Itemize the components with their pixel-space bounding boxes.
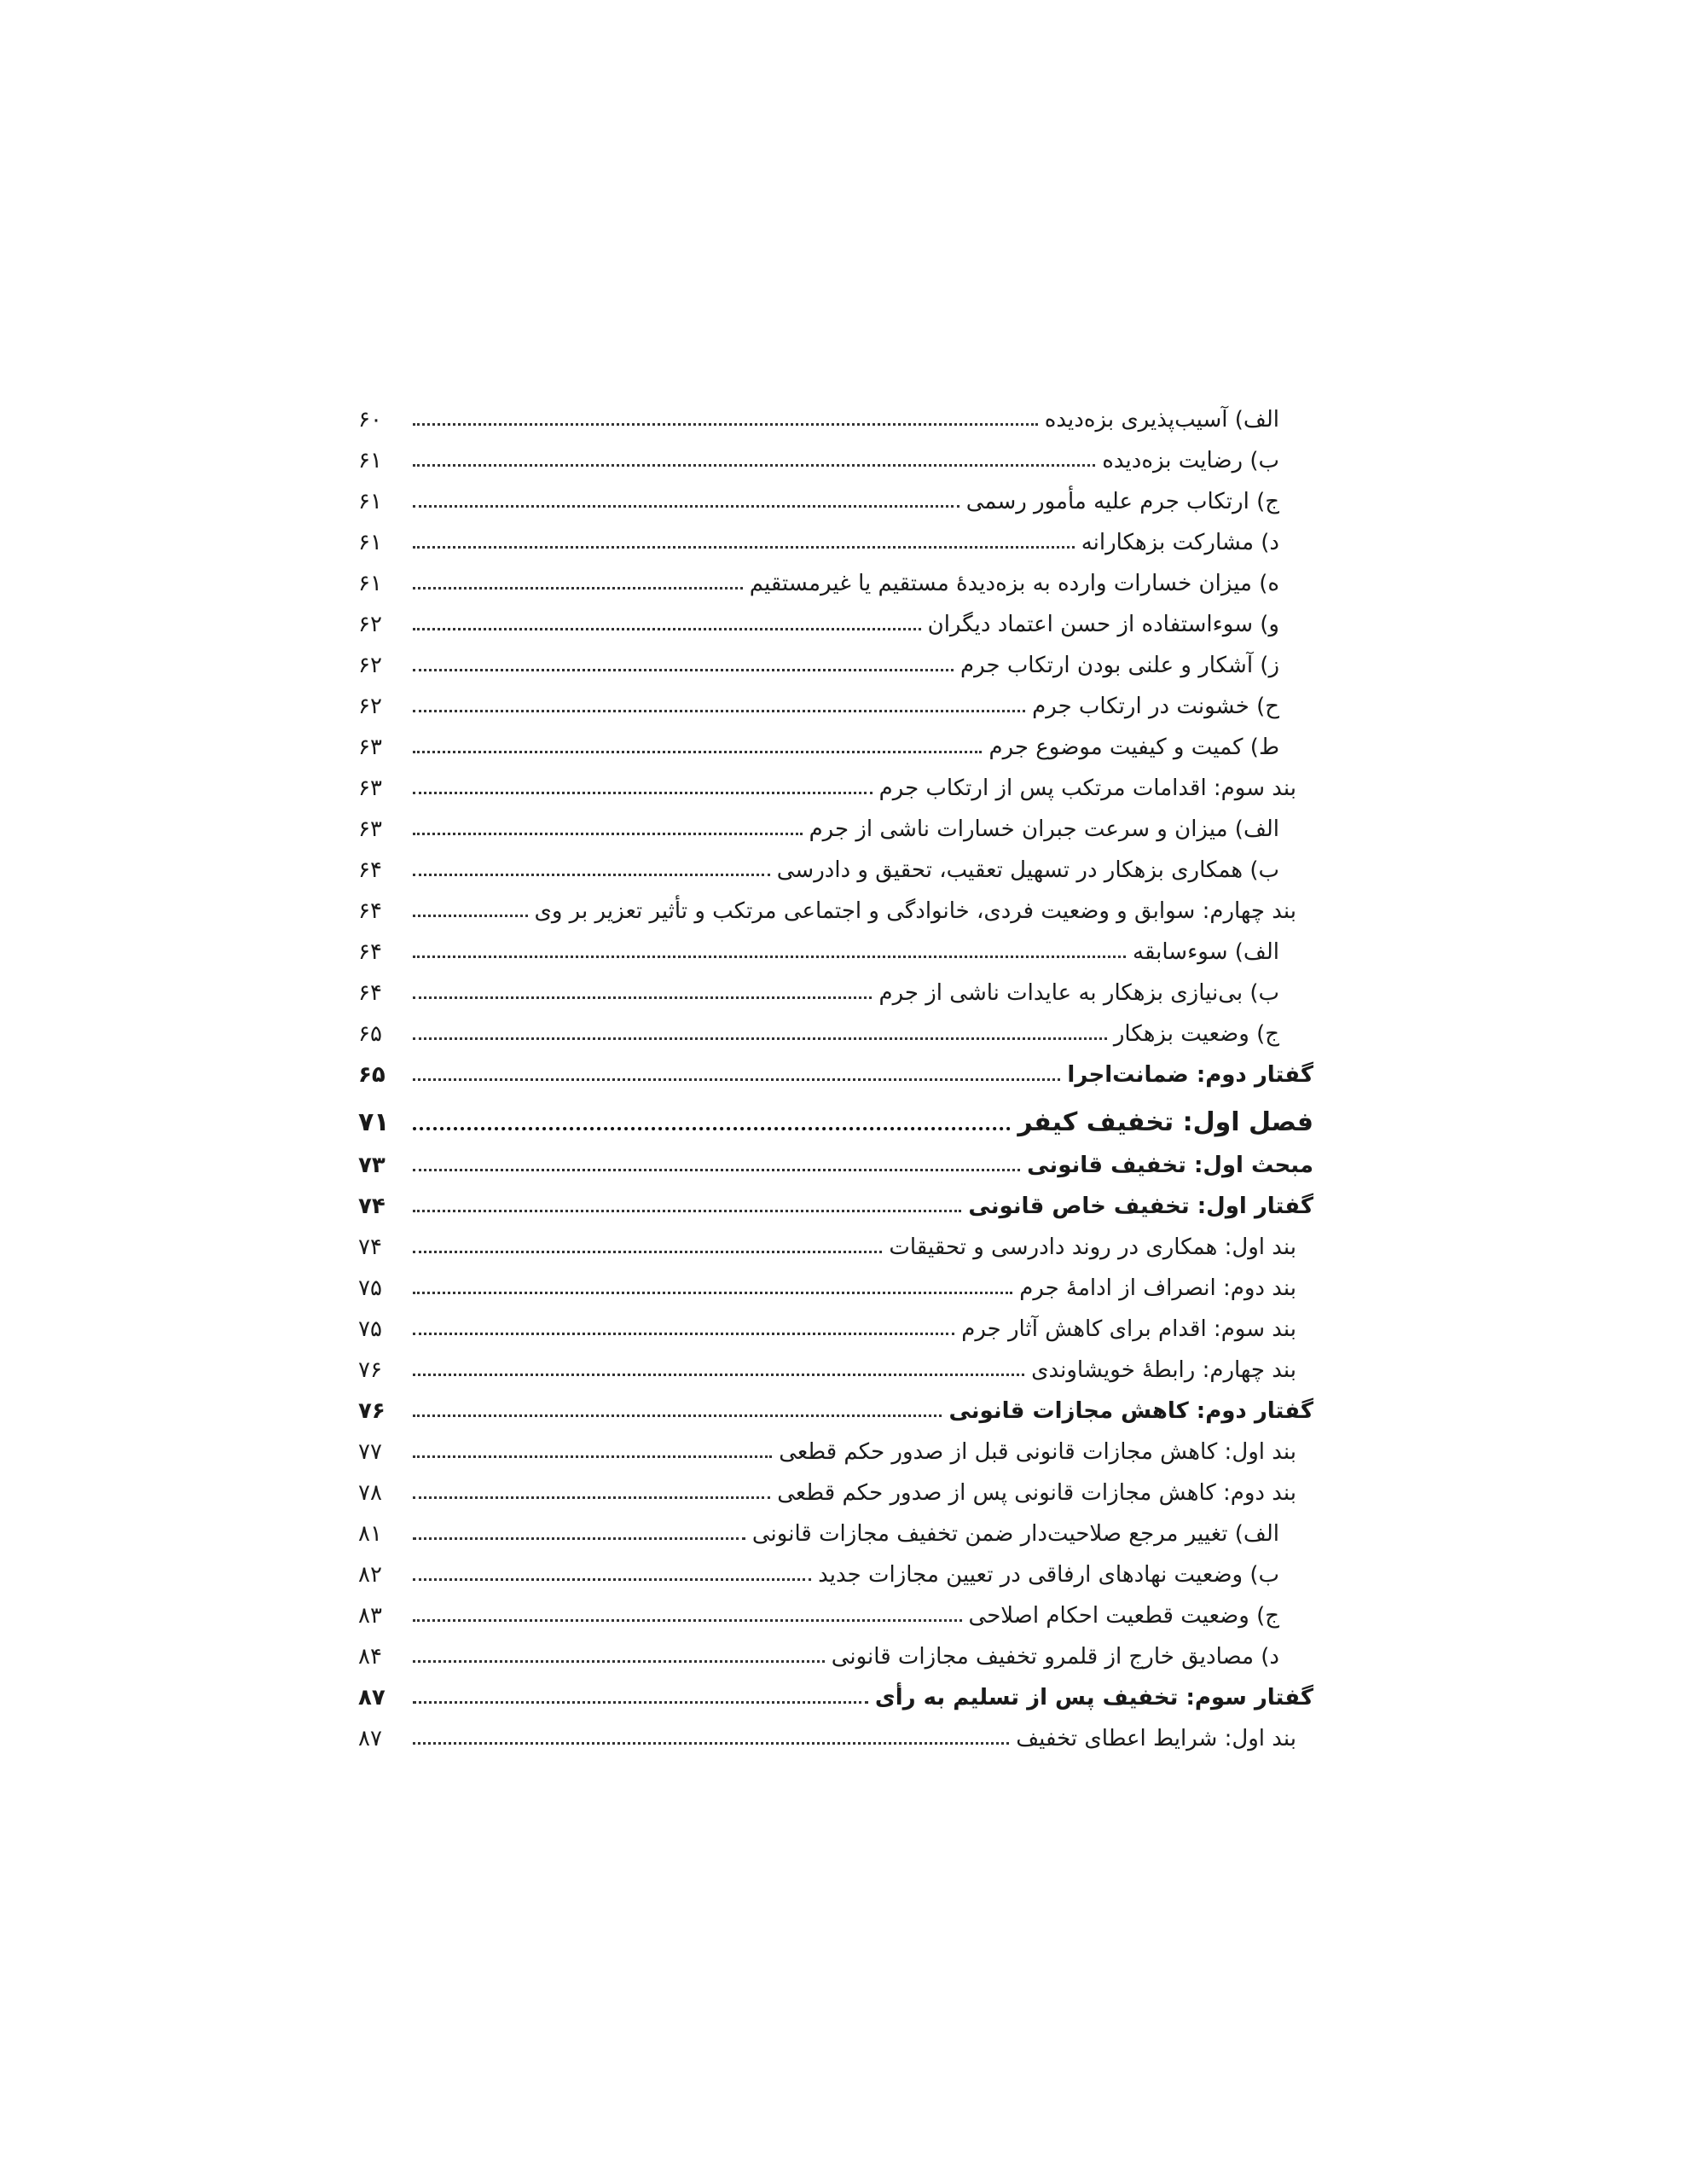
toc-entry (358, 720, 1313, 761)
toc-entry (358, 1343, 1313, 1384)
dot-leader (413, 792, 872, 794)
toc-entry (358, 1548, 1313, 1589)
toc-entry-title: ج) ارتکاب جرم علیه مأمور رسمی (965, 488, 1279, 514)
toc-entry (358, 1138, 1313, 1179)
toc-entry-page-number: ۶۱ (358, 488, 382, 514)
toc-entry (358, 515, 1313, 556)
toc-entry (358, 1629, 1313, 1670)
toc-entry-page-number: ۷۸ (358, 1479, 382, 1506)
toc-entry-page-number: ۶۴ (358, 897, 382, 924)
dot-leader (413, 464, 1095, 467)
toc-entry-title: ب) بی‌نیازی بزهکار به عایدات ناشی از جرم (878, 979, 1279, 1006)
toc-entry-title: ح) خشونت در ارتکاب جرم (1032, 693, 1279, 719)
table-of-contents (358, 392, 1313, 1752)
toc-entry (358, 925, 1313, 966)
toc-entry (358, 761, 1313, 802)
toc-entry-title: گفتار دوم: ضمانت‌اجرا (1067, 1061, 1313, 1088)
toc-entry (358, 638, 1313, 679)
toc-entry (358, 1302, 1313, 1343)
toc-entry (358, 1220, 1313, 1261)
toc-entry-page-number: ۸۳ (358, 1602, 382, 1629)
toc-entry-title: الف) سوءسابقه (1133, 938, 1279, 965)
dot-leader (413, 587, 743, 590)
toc-entry-page-number: ۸۴ (358, 1643, 382, 1670)
toc-entry-page-number: ۸۱ (358, 1520, 382, 1547)
dot-leader (413, 1333, 954, 1335)
toc-entry-page-number: ۶۵ (358, 1020, 382, 1047)
dot-leader (413, 505, 959, 508)
toc-entry (358, 1425, 1313, 1466)
toc-entry-page-number: ۶۳ (358, 775, 382, 801)
toc-entry-title: بند چهارم: رابطهٔ خویشاوندی (1031, 1356, 1296, 1383)
toc-entry-page-number: ۶۴ (358, 938, 382, 965)
toc-entry (358, 1670, 1313, 1711)
dot-leader (413, 1169, 1020, 1171)
toc-entry (358, 802, 1313, 843)
dot-leader (413, 996, 872, 999)
toc-entry (358, 843, 1313, 884)
toc-entry (358, 1711, 1313, 1752)
toc-entry-page-number: ۶۳ (358, 816, 382, 842)
toc-entry-title: بند سوم: اقدام برای کاهش آثار جرم (961, 1316, 1296, 1342)
toc-entry (358, 1466, 1313, 1507)
toc-entry-page-number: ۷۴ (358, 1193, 386, 1219)
toc-entry (358, 1384, 1313, 1425)
dot-leader (413, 1660, 825, 1663)
dot-leader (413, 956, 1126, 958)
toc-entry-page-number: ۷۵ (358, 1316, 382, 1342)
toc-entry-title: مبحث اول: تخفیف قانونی (1027, 1152, 1313, 1178)
dot-leader (413, 669, 954, 671)
toc-entry (358, 1048, 1313, 1089)
dot-leader (413, 546, 1075, 549)
dot-leader (413, 1251, 882, 1253)
toc-entry-title: ج) وضعیت قطعیت احکام اصلاحی (968, 1602, 1279, 1629)
toc-entry-title: بند اول: شرایط اعطای تخفیف (1016, 1725, 1296, 1751)
toc-entry-title: فصل اول: تخفیف کیفر (1017, 1107, 1313, 1137)
toc-entry-page-number: ۶۲ (358, 611, 382, 637)
toc-entry (358, 1589, 1313, 1629)
toc-entry (358, 1007, 1313, 1048)
toc-entry-title: الف) آسیب‌پذیری بزه‌دیده (1044, 406, 1279, 433)
toc-entry-title: د) مشارکت بزهکارانه (1081, 529, 1279, 555)
toc-entry-title: الف) میزان و سرعت جبران خسارات ناشی از جرم (809, 816, 1279, 842)
dot-leader (413, 1619, 962, 1622)
toc-entry (358, 597, 1313, 638)
toc-entry-title: بند سوم: اقدامات مرتکب پس از ارتکاب جرم (878, 775, 1296, 801)
toc-entry-title: بند دوم: کاهش مجازات قانونی پس از صدور حکم قطعی (777, 1479, 1296, 1506)
toc-entry-page-number: ۸۲ (358, 1561, 382, 1588)
toc-entry-page-number: ۶۰ (358, 406, 382, 433)
dot-leader (413, 915, 528, 917)
toc-entry-title: بند چهارم: سوابق و وضعیت فردی، خانوادگی و اجتماعی مرتکب و تأثیر تعزیر بر وی (534, 897, 1296, 924)
dot-leader (413, 1292, 1012, 1294)
dot-leader (413, 833, 803, 835)
toc-entry-title: و) سوءاستفاده از حسن اعتماد دیگران (927, 611, 1279, 637)
toc-entry-title: ط) کمیت و کیفیت موضوع جرم (988, 734, 1279, 760)
toc-entry-page-number: ۶۲ (358, 693, 382, 719)
toc-entry-page-number: ۷۱ (358, 1107, 390, 1137)
toc-chapter-heading (358, 1089, 1313, 1138)
dot-leader (413, 1701, 868, 1704)
toc-entry (358, 966, 1313, 1007)
toc-entry-title: گفتار دوم: کاهش مجازات قانونی (948, 1397, 1313, 1424)
toc-entry-page-number: ۶۱ (358, 570, 382, 596)
toc-entry-title: بند دوم: انصراف از ادامهٔ جرم (1019, 1275, 1296, 1301)
toc-entry (358, 679, 1313, 720)
toc-entry-title: ب) وضعیت نهادهای ارفاقی در تعیین مجازات جدید (818, 1561, 1279, 1588)
toc-entry (358, 433, 1313, 474)
toc-entry-title: گفتار اول: تخفیف خاص قانونی (968, 1193, 1313, 1219)
dot-leader (413, 1210, 961, 1212)
dot-leader (413, 1374, 1024, 1376)
toc-entry (358, 1507, 1313, 1548)
dot-leader (413, 1496, 770, 1499)
toc-entry-page-number: ۷۶ (358, 1356, 382, 1383)
toc-entry (358, 1261, 1313, 1302)
toc-entry-title: د) مصادیق خارج از قلمرو تخفیف مجازات قانونی (831, 1643, 1279, 1670)
toc-entry-page-number: ۷۷ (358, 1438, 382, 1465)
dot-leader (413, 1578, 811, 1581)
dot-leader (413, 751, 982, 753)
dot-leader (413, 423, 1038, 426)
toc-entry-page-number: ۷۶ (358, 1397, 386, 1424)
toc-entry-title: ب) رضایت بزه‌دیده (1102, 447, 1279, 473)
dot-leader (413, 1414, 942, 1417)
toc-entry-page-number: ۸۷ (358, 1684, 386, 1711)
toc-entry (358, 1179, 1313, 1220)
toc-entry-page-number: ۷۵ (358, 1275, 382, 1301)
toc-entry-title: بند اول: کاهش مجازات قانونی قبل از صدور حکم قطعی (779, 1438, 1296, 1465)
toc-entry-page-number: ۶۱ (358, 447, 382, 473)
toc-entry-page-number: ۸۷ (358, 1725, 382, 1751)
toc-entry-page-number: ۷۳ (358, 1152, 386, 1178)
dot-leader (413, 1742, 1009, 1745)
dot-leader (413, 628, 921, 630)
dot-leader (413, 1455, 772, 1458)
dot-leader (413, 1127, 1011, 1130)
toc-entry-page-number: ۶۱ (358, 529, 382, 555)
toc-entry-title: ز) آشکار و علنی بودن ارتکاب جرم (960, 652, 1279, 678)
dot-leader (413, 874, 770, 876)
toc-entry (358, 474, 1313, 515)
dot-leader (413, 710, 1025, 712)
toc-entry-page-number: ۶۴ (358, 979, 382, 1006)
toc-entry-page-number: ۶۵ (358, 1061, 386, 1088)
toc-entry-title: ه) میزان خسارات وارده به بزه‌دیدهٔ مستقیم یا غیرمستقیم (749, 570, 1279, 596)
toc-entry-title: ج) وضعیت بزهکار (1113, 1020, 1279, 1047)
toc-entry (358, 392, 1313, 433)
toc-entry-page-number: ۶۴ (358, 857, 382, 883)
toc-entry-title: الف) تغییر مرجع صلاحیت‌دار ضمن تخفیف مجازات قانونی (751, 1520, 1279, 1547)
toc-entry (358, 884, 1313, 925)
toc-entry (358, 556, 1313, 597)
dot-leader (413, 1537, 745, 1540)
toc-entry-title: ب) همکاری بزهکار در تسهیل تعقیب، تحقیق و دادرسی (776, 857, 1279, 883)
toc-entry-title: بند اول: همکاری در روند دادرسی و تحقیقات (889, 1234, 1296, 1260)
toc-entry-title: گفتار سوم: تخفیف پس از تسلیم به رأی (874, 1684, 1313, 1711)
toc-entry-page-number: ۶۲ (358, 652, 382, 678)
dot-leader (413, 1037, 1107, 1040)
toc-entry-page-number: ۷۴ (358, 1234, 382, 1260)
toc-entry-page-number: ۶۳ (358, 734, 382, 760)
dot-leader (413, 1078, 1060, 1081)
